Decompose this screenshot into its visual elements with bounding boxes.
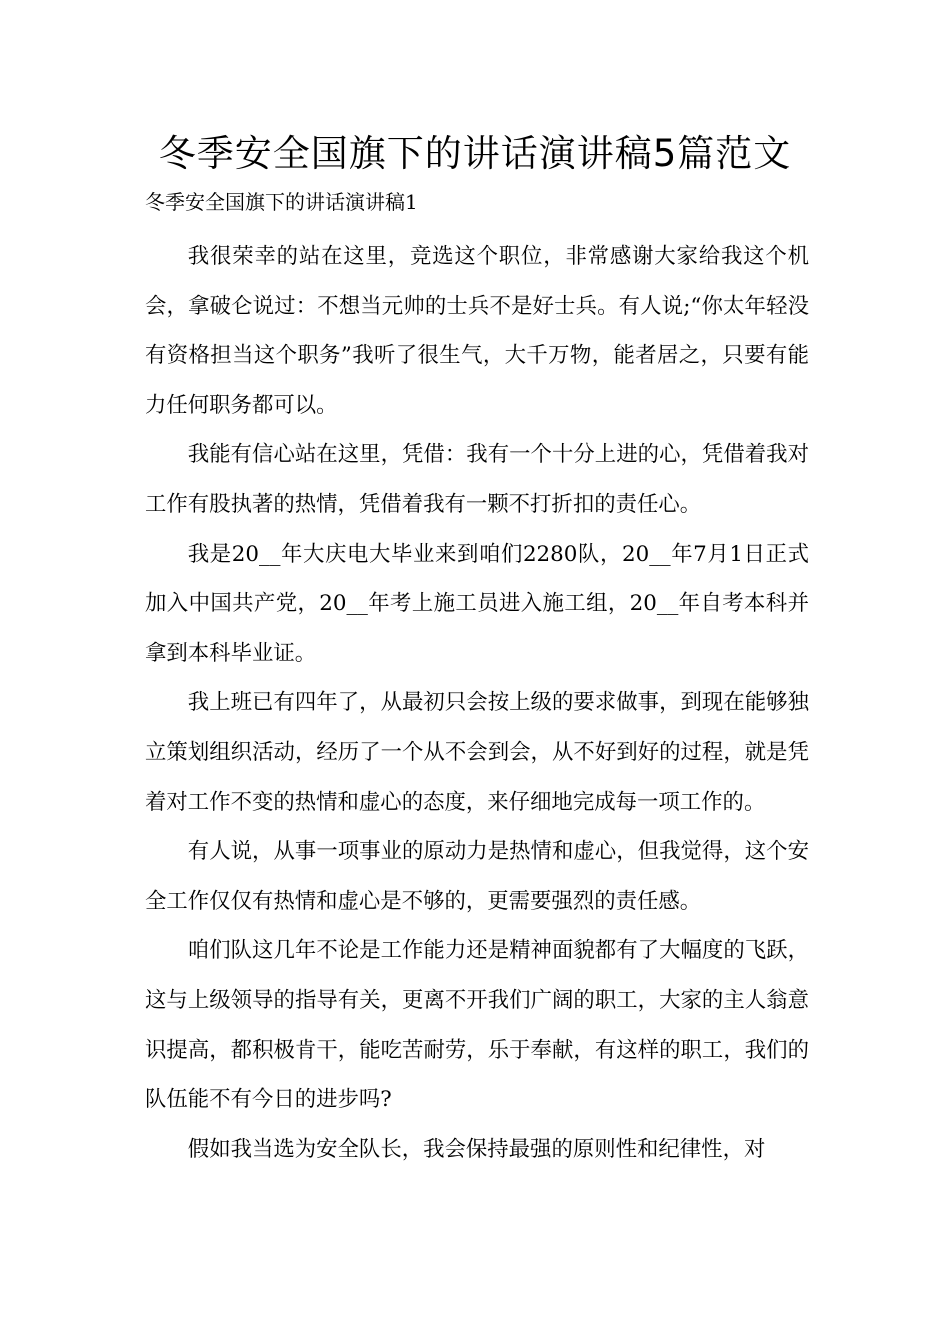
paragraph: 有人说，从事一项事业的原动力是热情和虚心，但我觉得，这个安全工作仅仅有热情和虚心是不够的，更需要强烈的责任感。 [145,839,809,914]
section-heading: 冬季安全国旗下的讲话演讲稿1 [145,190,418,214]
document-body [145,232,809,1174]
paragraph: 我很荣幸的站在这里，竞选这个职位，非常感谢大家给我这个机会，拿破仑说过：不想当元帅的士兵不是好士兵。有人说;“你太年轻没有资格担当这个职务”我听了很生气，大千万物，能者居之，只要有能力任何职务都可以。 [145,244,809,418]
paragraph: 我能有信心站在这里，凭借：我有一个十分上进的心，凭借着我对工作有股执著的热情，凭借着我有一颗不打折扣的责任心。 [145,442,809,517]
paragraph: 我上班已有四年了，从最初只会按上级的要求做事，到现在能够独立策划组织活动，经历了一个从不会到会，从不好到好的过程，就是凭着对工作不变的热情和虚心的态度，来仔细地完成每一项工作的。 [145,690,809,815]
document-title: 冬季安全国旗下的讲话演讲稿5篇范文 [158,132,792,175]
paragraph: 咱们队这几年不论是工作能力还是精神面貌都有了大幅度的飞跃，这与上级领导的指导有关，更离不开我们广阔的职工，大家的主人翁意识提高，都积极肯干，能吃苦耐劳，乐于奉献，有这样的职工，我们的队伍能不有今日的进步吗? [145,938,809,1113]
paragraph: 假如我当选为安全队长，我会保持最强的原则性和纪律性，对 [187,1136,766,1162]
paragraph: 我是20__年大庆电大毕业来到咱们2280队，20__年7月1日正式加入中国共产党，20__年考上施工员进入施工组，20__年自考本科并拿到本科毕业证。 [145,541,809,666]
